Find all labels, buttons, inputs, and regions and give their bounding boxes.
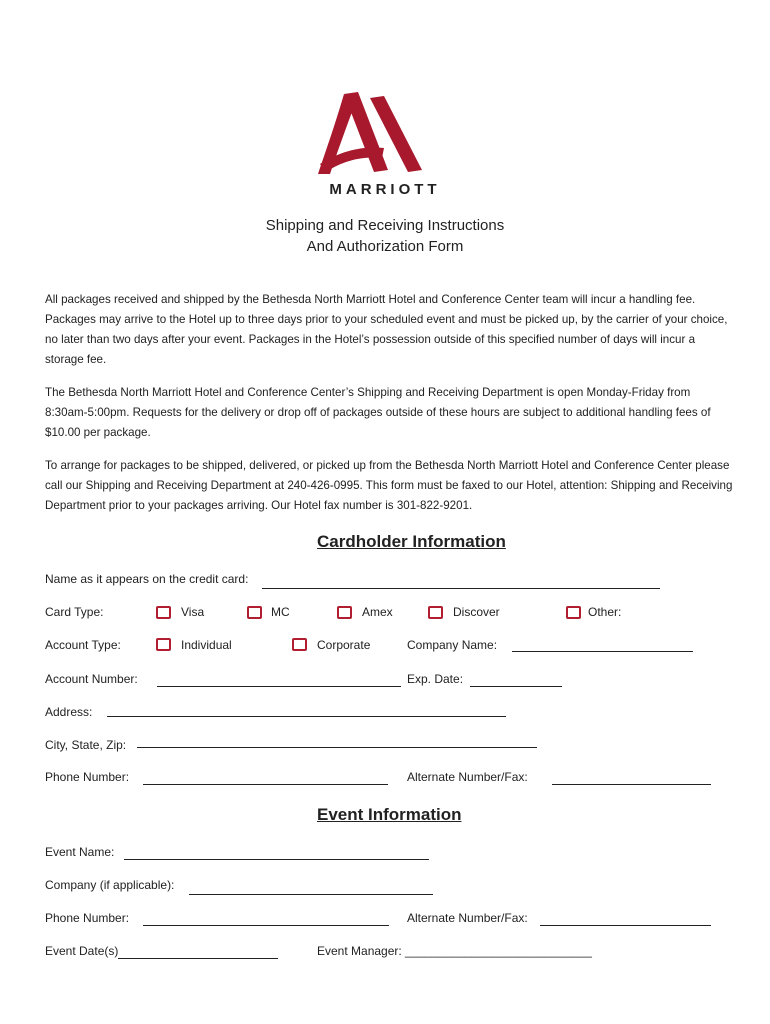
card-type-amex-label: Amex — [362, 605, 393, 619]
city-state-zip-label: City, State, Zip: — [45, 738, 127, 752]
event-alternate-number-field[interactable] — [540, 925, 711, 926]
city-state-zip-field[interactable] — [137, 747, 537, 748]
event-heading: Event Information — [317, 805, 462, 824]
intro-paragraph-hours: The Bethesda North Marriott Hotel and Conference Center’s Shipping and Receiving Department is open Monday-Friday from 8:30am-5:00pm. Requests for the delivery or drop off of packages outside of these hours are subject to additional handling fees of $10.00 per package. — [45, 386, 711, 439]
exp-date-label: Exp. Date: — [407, 672, 464, 686]
event-company-field[interactable] — [189, 894, 433, 895]
alternate-number-field[interactable] — [552, 784, 711, 785]
account-type-individual-checkbox[interactable] — [156, 638, 171, 651]
event-manager-label[interactable]: Event Manager: ____________________________ — [317, 944, 592, 958]
card-type-mc-checkbox[interactable] — [247, 606, 262, 619]
account-number-label: Account Number: — [45, 672, 138, 686]
address-field[interactable] — [107, 716, 506, 717]
cardholder-heading: Cardholder Information — [317, 532, 506, 551]
form-title-line1: Shipping and Receiving Instructions — [265, 217, 505, 234]
card-type-label: Card Type: — [45, 605, 104, 619]
event-dates-label: Event Date(s) — [45, 944, 119, 958]
card-type-visa-label: Visa — [181, 605, 205, 619]
alternate-number-label: Alternate Number/Fax: — [407, 770, 528, 784]
cardholder-name-label: Name as it appears on the credit card: — [45, 572, 249, 586]
account-type-corporate-label: Corporate — [317, 638, 371, 652]
card-type-visa-checkbox[interactable] — [156, 606, 171, 619]
event-phone-field[interactable] — [143, 925, 389, 926]
account-type-individual-label: Individual — [181, 638, 232, 652]
exp-date-field[interactable] — [470, 686, 562, 687]
event-company-label: Company (if applicable): — [45, 878, 175, 892]
brand-name: MARRIOTT — [329, 181, 441, 198]
card-type-amex-checkbox[interactable] — [337, 606, 352, 619]
intro-paragraph-contact: To arrange for packages to be shipped, delivered, or picked up from the Bethesda North Marriott Hotel and Conference Center please call our Shipping and Receiving Department at 240-426-0995. This form must be faxed to our Hotel, attention: Shipping and Receiving Department prior to your packages arriving. Our Hotel fax number is 301-822-9201. — [45, 459, 733, 512]
card-type-discover-checkbox[interactable] — [428, 606, 443, 619]
account-type-label: Account Type: — [45, 638, 121, 652]
event-alternate-number-label: Alternate Number/Fax: — [407, 911, 528, 925]
form-title-line2: And Authorization Form — [306, 238, 464, 255]
phone-number-label: Phone Number: — [45, 770, 130, 784]
card-type-other-checkbox[interactable] — [566, 606, 581, 619]
event-name-label: Event Name: — [45, 845, 115, 859]
cardholder-name-field[interactable] — [262, 588, 660, 589]
card-type-discover-label: Discover — [453, 605, 500, 619]
event-dates-field[interactable] — [118, 958, 278, 959]
event-phone-label: Phone Number: — [45, 911, 130, 925]
intro-paragraph-fees: All packages received and shipped by the Bethesda North Marriott Hotel and Conference Center team will incur a handling fee. Packages may arrive to the Hotel up to three days prior to your scheduled event and must be picked up, by the carrier of your choice, no later than two days after your event. Packages in the Hotel’s possession outside of this specified number of days will incur a storage fee. — [45, 293, 728, 366]
company-name-label: Company Name: — [407, 638, 498, 652]
address-label: Address: — [45, 705, 93, 719]
card-type-mc-label: MC — [271, 605, 290, 619]
account-number-field[interactable] — [157, 686, 401, 687]
account-type-corporate-checkbox[interactable] — [292, 638, 307, 651]
company-name-field[interactable] — [512, 651, 693, 652]
phone-number-field[interactable] — [143, 784, 388, 785]
card-type-other-label: Other: — [588, 605, 622, 619]
event-name-field[interactable] — [124, 859, 429, 860]
